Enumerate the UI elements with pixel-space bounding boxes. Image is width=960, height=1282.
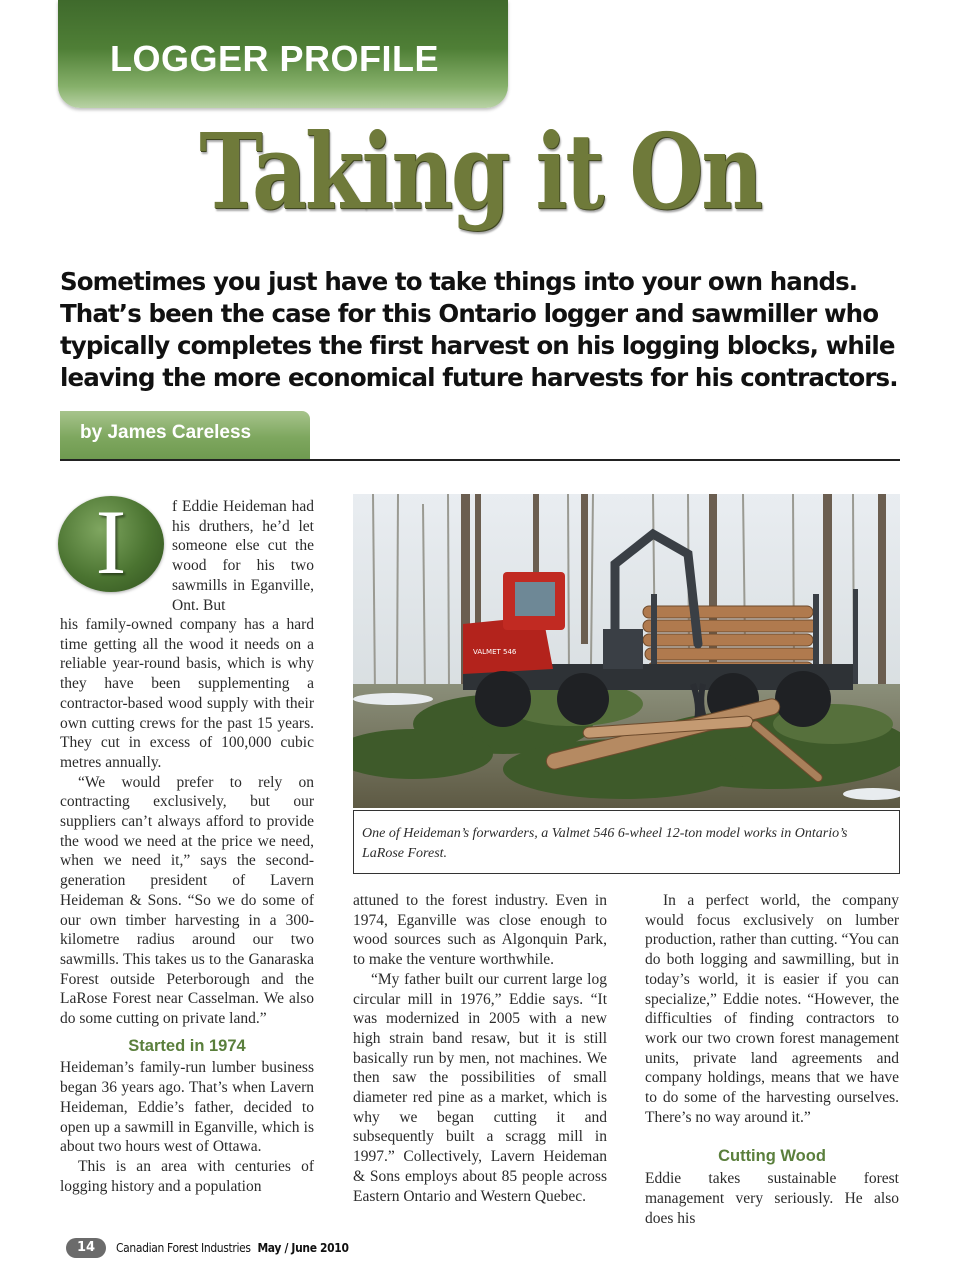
paragraph: This is an area with centuries of logging history and a population [60,1157,314,1195]
paragraph: Eddie takes sustainable forest management very seriously. He also does his [645,1170,899,1227]
column-1 [60,615,314,1196]
footer-publication [116,1240,349,1255]
paragraph: attuned to the forest industry. Even in 1974, Eganville was close enough to wood sources such as Algonquin Park, to make the venture worthwhile. [353,892,607,969]
paragraph: Heideman’s family-run lumber business began 36 years ago. That’s when Lavern Heideman, Eddie’s father, decided to open up a sawmill in Eganville, which is about two hours west of Ottawa. [60,1059,314,1156]
divider-rule [60,459,900,461]
paragraph: “We would prefer to rely on contracting exclusively, but our suppliers can’t always afford to provide the wood we need at the price we need, when we need it,” says the second-generation president of Lavern Heideman & Sons. “So we do some of our own timber harvesting in a 300-kilometre radius around our two sawmills. This takes us to the Ganaraska Forest outside Peterborough and the LaRose Forest near Casselman. We also do some cutting on private land.” [60,773,314,1028]
drop-cap-letter: I [95,491,127,593]
column-3 [645,891,899,1228]
page-number: 14 [66,1238,106,1258]
paragraph: f Eddie Heideman had his druthers, he’d let someone else cut the wood for his two sawmills in Eganville, Ont. But [172,498,314,614]
column-2 [353,891,607,1206]
column-1-wrap [172,497,314,615]
paragraph: “My father built our current large log circular mill in 1976,” Eddie says. “It was modernized in 2005 with a new high strain band resaw, but it is still basically run by men, not machines. We then saw the possibilities of small diameter red pine as a market, which is why we began cutting it and subsequently built a scragg mill in 1997.” Collectively, Lavern Heideman & Sons employs about 85 people across Eastern Ontario and Western Quebec. [353,970,607,1205]
paragraph: his family-owned company has a hard time getting all the wood it needs on a reliable year-round basis, which is why they have been supplementing a contractor-based wood supply with their own cutting crews for the past 15 years. They cut in excess of 100,000 cubic metres annually. [60,616,314,771]
article-title: Taking it On [199,110,761,233]
paragraph: In a perfect world, the company would focus exclusively on lumber production, rather than cutting. “You can do both logging and sawmilling, but in today’s world, it is easier if you can specialize,” Eddie notes. “However, the difficulties of finding contractors to work our two crown forest management units, private land agreements and company holdings, means that we have to do some of the harvesting ourselves. There’s no way around it.” [645,892,899,1126]
subhead-started: Started in 1974 [128,1036,246,1055]
forwarder-photo [353,494,900,808]
magazine-name: Canadian Forest Industries [116,1240,251,1255]
article-deck: Sometimes you just have to take things into your own hands. That’s been the case for this Ontario logger and sawmiller who typically completes the first harvest on his logging blocks, while leaving the more economical future harvests for his contractors. [60,267,898,392]
photo-caption: One of Heideman’s forwarders, a Valmet 546 6-wheel 12-ton model works in Ontario’s LaRose Forest. [362,826,848,861]
forwarder-illustration [353,494,900,808]
section-tab-label: LOGGER PROFILE [110,38,440,79]
machine-label: VALMET 546 [473,648,517,656]
byline: by James Careless [80,422,252,443]
subhead-cutting: Cutting Wood [718,1147,826,1166]
issue-date: May / June 2010 [257,1240,349,1255]
